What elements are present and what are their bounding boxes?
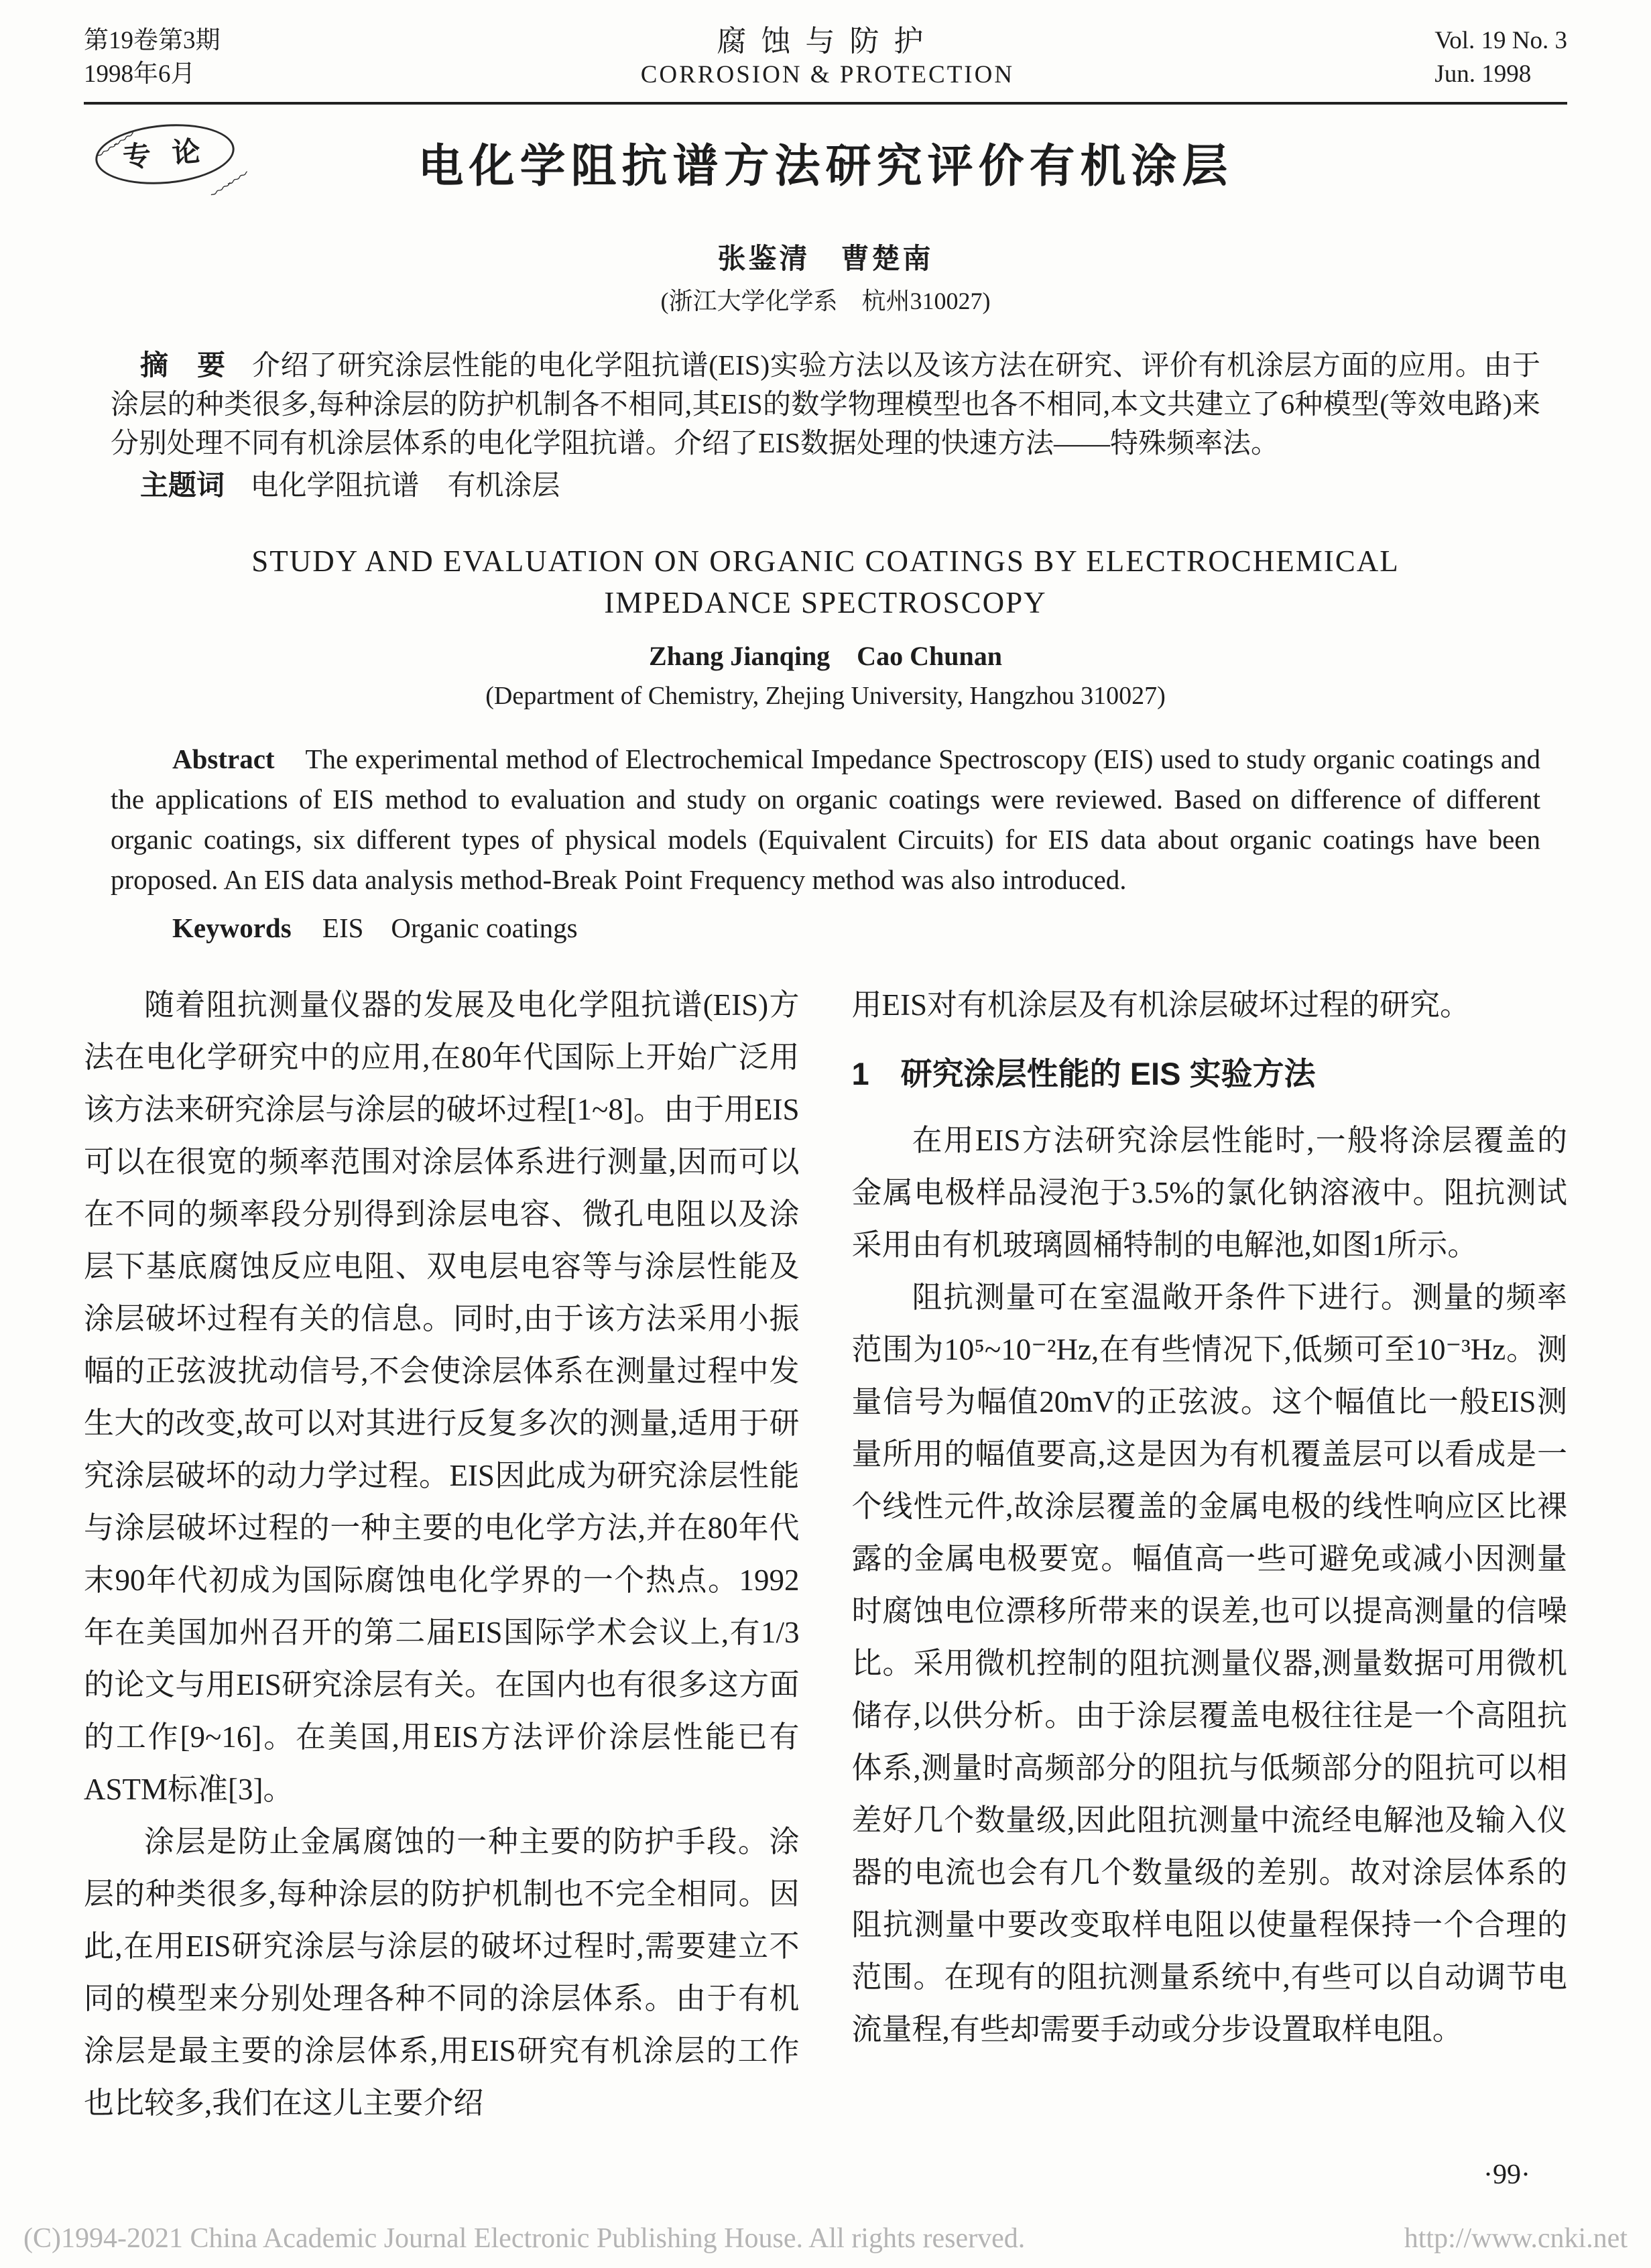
article-title-en-line2: IMPEDANCE SPECTROSCOPY: [604, 586, 1047, 619]
body-paragraph: 阻抗测量可在室温敞开条件下进行。测量的频率范围为10⁵~10⁻²Hz,在有些情况下,低频可至10⁻³Hz。测量信号为幅值20mV的正弦波。这个幅值比一般EIS测量所用的幅值要高,这是因为有机覆盖层可以看成是一个线性元件,故涂层覆盖的金属电极的线性响应区比裸露的金属电极要宽。幅值高一些可避免或减小因测量时腐蚀电位漂移所带来的误差,也可以提高测量的信噪比。采用微机控制的阻抗测量仪器,测量数据可用微机储存,以供分析。由于涂层覆盖电极往往是一个高阻抗体系,测量时高频部分的阻抗与低频部分的阻抗可以相差好几个数量级,因此阻抗测量中流经电解池及输入仪器的电流也会有几个数量级的差别。故对涂层体系的阻抗测量中要改变取样电阻以使量程保持一个合理的范围。在现有的阻抗测量系统中,有些可以自动调节电流量程,有些却需要手动或分步设置取样电阻。: [851, 1280, 1567, 2046]
stamp-label: 专 论: [93, 119, 237, 190]
title-block: [84, 117, 1567, 236]
affiliation-en: (Department of Chemistry, Zhejing University, Hangzhou 310027): [485, 682, 1166, 710]
stamp-squiggle-icon: ﹏﹏: [200, 156, 248, 200]
body-paragraph: 在用EIS方法研究涂层性能时,一般将涂层覆盖的金属电极样品浸泡于3.5%的氯化钠溶液中。阻抗测试采用由有机玻璃圆桶特制的电解池,如图1所示。: [851, 1124, 1567, 1262]
scan-footer: [23, 2222, 1628, 2255]
abstract-cn-label: 摘 要: [140, 349, 226, 381]
section-1-heading: 1 研究涂层性能的 EIS 实验方法: [851, 1056, 1316, 1091]
volume-issue-cn: 第19卷第3期: [84, 27, 221, 54]
keywords-en: [111, 909, 1540, 947]
journal-title-cn: 腐蚀与防护: [717, 25, 938, 58]
body-paragraph: 随着阻抗测量仪器的发展及电化学阻抗谱(EIS)方法在电化学研究中的应用,在80年代国际上开始广泛用该方法来研究涂层与涂层的破坏过程[1~8]。由于用EIS可以在很宽的频率范围对涂层体系进行测量,因而可以在不同的频率段分别得到涂层电容、微孔电阻以及涂层下基底腐蚀反应电阻、双电层电容等与涂层性能及涂层破坏过程有关的信息。同时,由于该方法采用小振幅的正弦波扰动信号,不会使涂层体系在测量过程中发生大的改变,故可以对其进行反复多次的测量,适用于研究涂层破坏的动力学过程。EIS因此成为研究涂层性能与涂层破坏过程的一种主要的电化学方法,并在80年代末90年代初成为国际腐蚀电化学界的一个热点。1992年在美国加州召开的第二届EIS国际学术会议上,有1/3的论文与用EIS研究涂层有关。在国内也有很多这方面的工作[9~16]。在美国,用EIS方法评价涂层性能已有ASTM标准[3]。: [84, 988, 800, 1806]
abstract-en: [111, 739, 1540, 900]
left-column: [84, 979, 800, 2129]
authors-cn: 张鉴清 曹楚南: [717, 243, 934, 274]
keywords-cn-text: 电化学阻抗谱 有机涂层: [250, 471, 560, 501]
special-column-stamp: [86, 117, 248, 200]
affiliation-cn: (浙江大学化学系 杭州310027): [660, 288, 991, 314]
date-en: Jun. 1998: [1434, 60, 1532, 88]
journal-title-en: CORROSION & PROTECTION: [640, 61, 1015, 88]
abstract-en-label: Abstract: [172, 743, 275, 774]
copyright-text: (C)1994-2021 China Academic Journal Electronic Publishing House. All rights reserved.: [23, 2223, 1026, 2254]
article-title-en-line1: STUDY AND EVALUATION ON ORGANIC COATINGS BY ELECTROCHEMICAL: [251, 544, 1400, 578]
right-column: [852, 979, 1568, 2129]
stamp-squiggle-icon: ﹏﹏: [86, 117, 134, 160]
masthead-issue-cn: [84, 24, 221, 91]
keywords-cn: [111, 466, 1540, 505]
date-cn: 1998年6月: [84, 60, 196, 88]
masthead-issue-en: [1434, 24, 1567, 91]
volume-issue-en: Vol. 19 No. 3: [1434, 27, 1567, 54]
authors-en: Zhang Jianqing Cao Chunan: [649, 641, 1002, 671]
header-rule: [84, 102, 1567, 105]
keywords-en-label: Keywords: [172, 912, 292, 943]
body-columns: [84, 979, 1567, 2129]
masthead: [84, 24, 1567, 91]
keywords-cn-label: 主题词: [140, 469, 225, 501]
abstract-cn-text: 介绍了研究涂层性能的电化学阻抗谱(EIS)实验方法以及该方法在研究、评价有机涂层方面的应用。由于涂层的种类很多,每种涂层的防护机制各不相同,其EIS的数学物理模型也各不相同,本文共建立了6种模型(等效电路)来分别处理不同有机涂层体系的电化学阻抗谱。介绍了EIS数据处理的快速方法——特殊频率法。: [111, 351, 1540, 459]
cnki-url: http://www.cnki.net: [1404, 2223, 1628, 2254]
abstract-cn: [111, 346, 1540, 463]
body-paragraph: 涂层是防止金属腐蚀的一种主要的防护手段。涂层的种类很多,每种涂层的防护机制也不完全相同。因此,在用EIS研究涂层与涂层的破坏过程时,需要建立不同的模型来分别处理各种不同的涂层体系。由于有机涂层是最主要的涂层体系,用EIS研究有机涂层的工作也比较多,我们在这儿主要介绍: [84, 1825, 800, 2120]
masthead-journal: [221, 24, 1435, 91]
page-number: ·99·: [1483, 2159, 1530, 2190]
abstract-en-text: The experimental method of Electrochemical Impedance Spectroscopy (EIS) used to study organic coatings and the applications of EIS method to evaluation and study on organic coatings were reviewed. Based on difference of different organic coatings, six different types of physical models (Equivalent Circuits) for EIS data about organic coatings have been proposed. An EIS data analysis method-Break Point Frequency method was also introduced.: [111, 743, 1541, 895]
article-title-en: [84, 540, 1567, 623]
body-paragraph-continuation: 用EIS对有机涂层及有机涂层破坏过程的研究。: [851, 988, 1471, 1022]
keywords-en-text: EIS Organic coatings: [322, 912, 578, 943]
article-title-cn: 电化学阻抗谱方法研究评价有机涂层: [418, 141, 1233, 192]
